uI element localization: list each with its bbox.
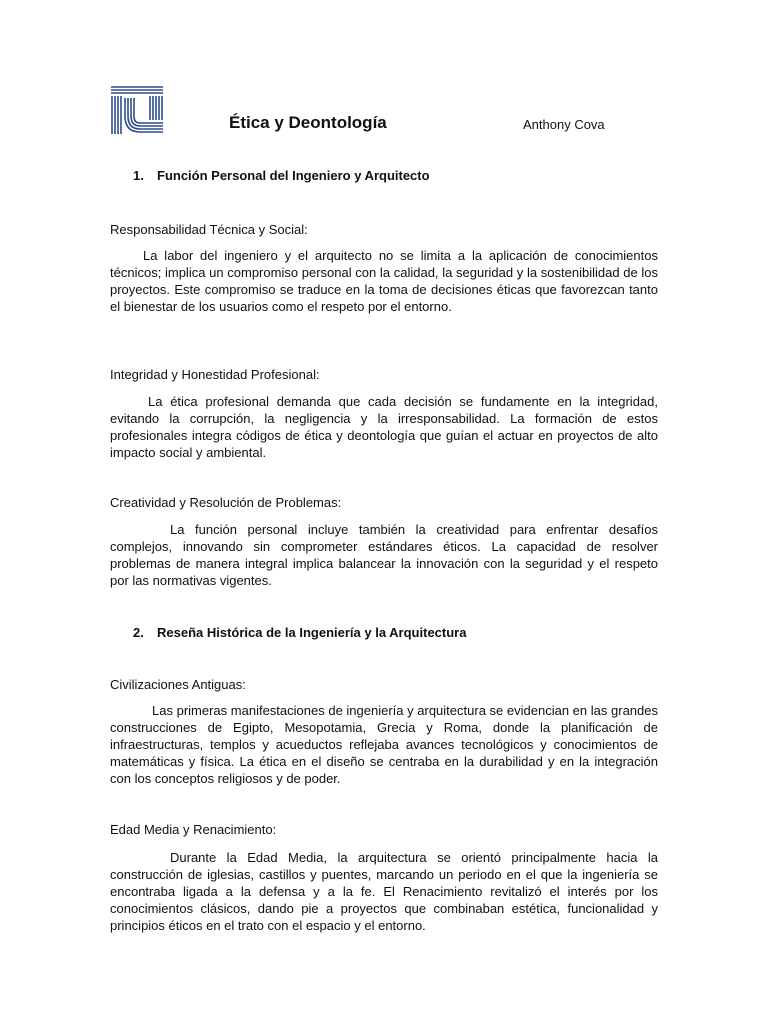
paragraph: Durante la Edad Media, la arquitectura se orientó principalmente hacia la construcción de iglesias, castillos y puentes, marcando un periodo en el que la ingeniería se encontraba ligada a la defensa y a la fe. El Renacimiento revitalizó el interés por los conocimientos clásicos, dando pie a proyectos que combinaban estética, funcionalidad y principios éticos en el trato con el espacio y el entorno.: [110, 850, 658, 933]
section-heading-2: 2. Reseña Histórica de la Ingeniería y la Arquitectura: [133, 625, 467, 640]
subsection-title: Integridad y Honestidad Profesional:: [110, 367, 320, 382]
subsection-title: Creatividad y Resolución de Problemas:: [110, 495, 342, 510]
subsection-title: Edad Media y Renacimiento:: [110, 822, 277, 837]
subsection-title: Civilizaciones Antiguas:: [110, 677, 246, 692]
paragraph: La función personal incluye también la creatividad para enfrentar desafíos complejos, innovando sin comprometer estándares éticos. La capacidad de resolver problemas de manera integral implica balancear la innovación con la seguridad y el respeto por las normativas vigentes.: [110, 522, 658, 588]
author-name: Anthony Cova: [523, 117, 605, 132]
paragraph: La labor del ingeniero y el arquitecto no se limita a la aplicación de conocimientos técnicos; implica un compromiso personal con la calidad, la seguridad y la sostenibilidad de los proyectos. Este compromiso se traduce en la toma de decisiones éticas que favorezcan tanto el bienestar de los usuarios como el respeto por el entorno.: [110, 248, 658, 314]
document-title: Ética y Deontología: [229, 113, 387, 132]
paragraph: Las primeras manifestaciones de ingeniería y arquitectura se evidencian en las grandes construcciones de Egipto, Mesopotamia, Grecia y Roma, donde la planificación de infraestructuras, templos y acueductos reflejaba avances tecnológicos y conocimientos de matemáticas y física. La ética en el diseño se centraba en la durabilidad y en la integración con los conceptos religiosos y de poder.: [110, 703, 658, 786]
paragraph: La ética profesional demanda que cada decisión se fundamente en la integridad, evitando la corrupción, la negligencia y la irresponsabilidad. La formación de estos profesionales integra códigos de ética y deontología que guían el actuar en proyectos de alto impacto social y ambiental.: [110, 394, 658, 460]
section-heading-1: 1. Función Personal del Ingeniero y Arquitecto: [133, 168, 430, 183]
university-logo-icon: [110, 86, 164, 135]
subsection-title: Responsabilidad Técnica y Social:: [110, 222, 308, 237]
